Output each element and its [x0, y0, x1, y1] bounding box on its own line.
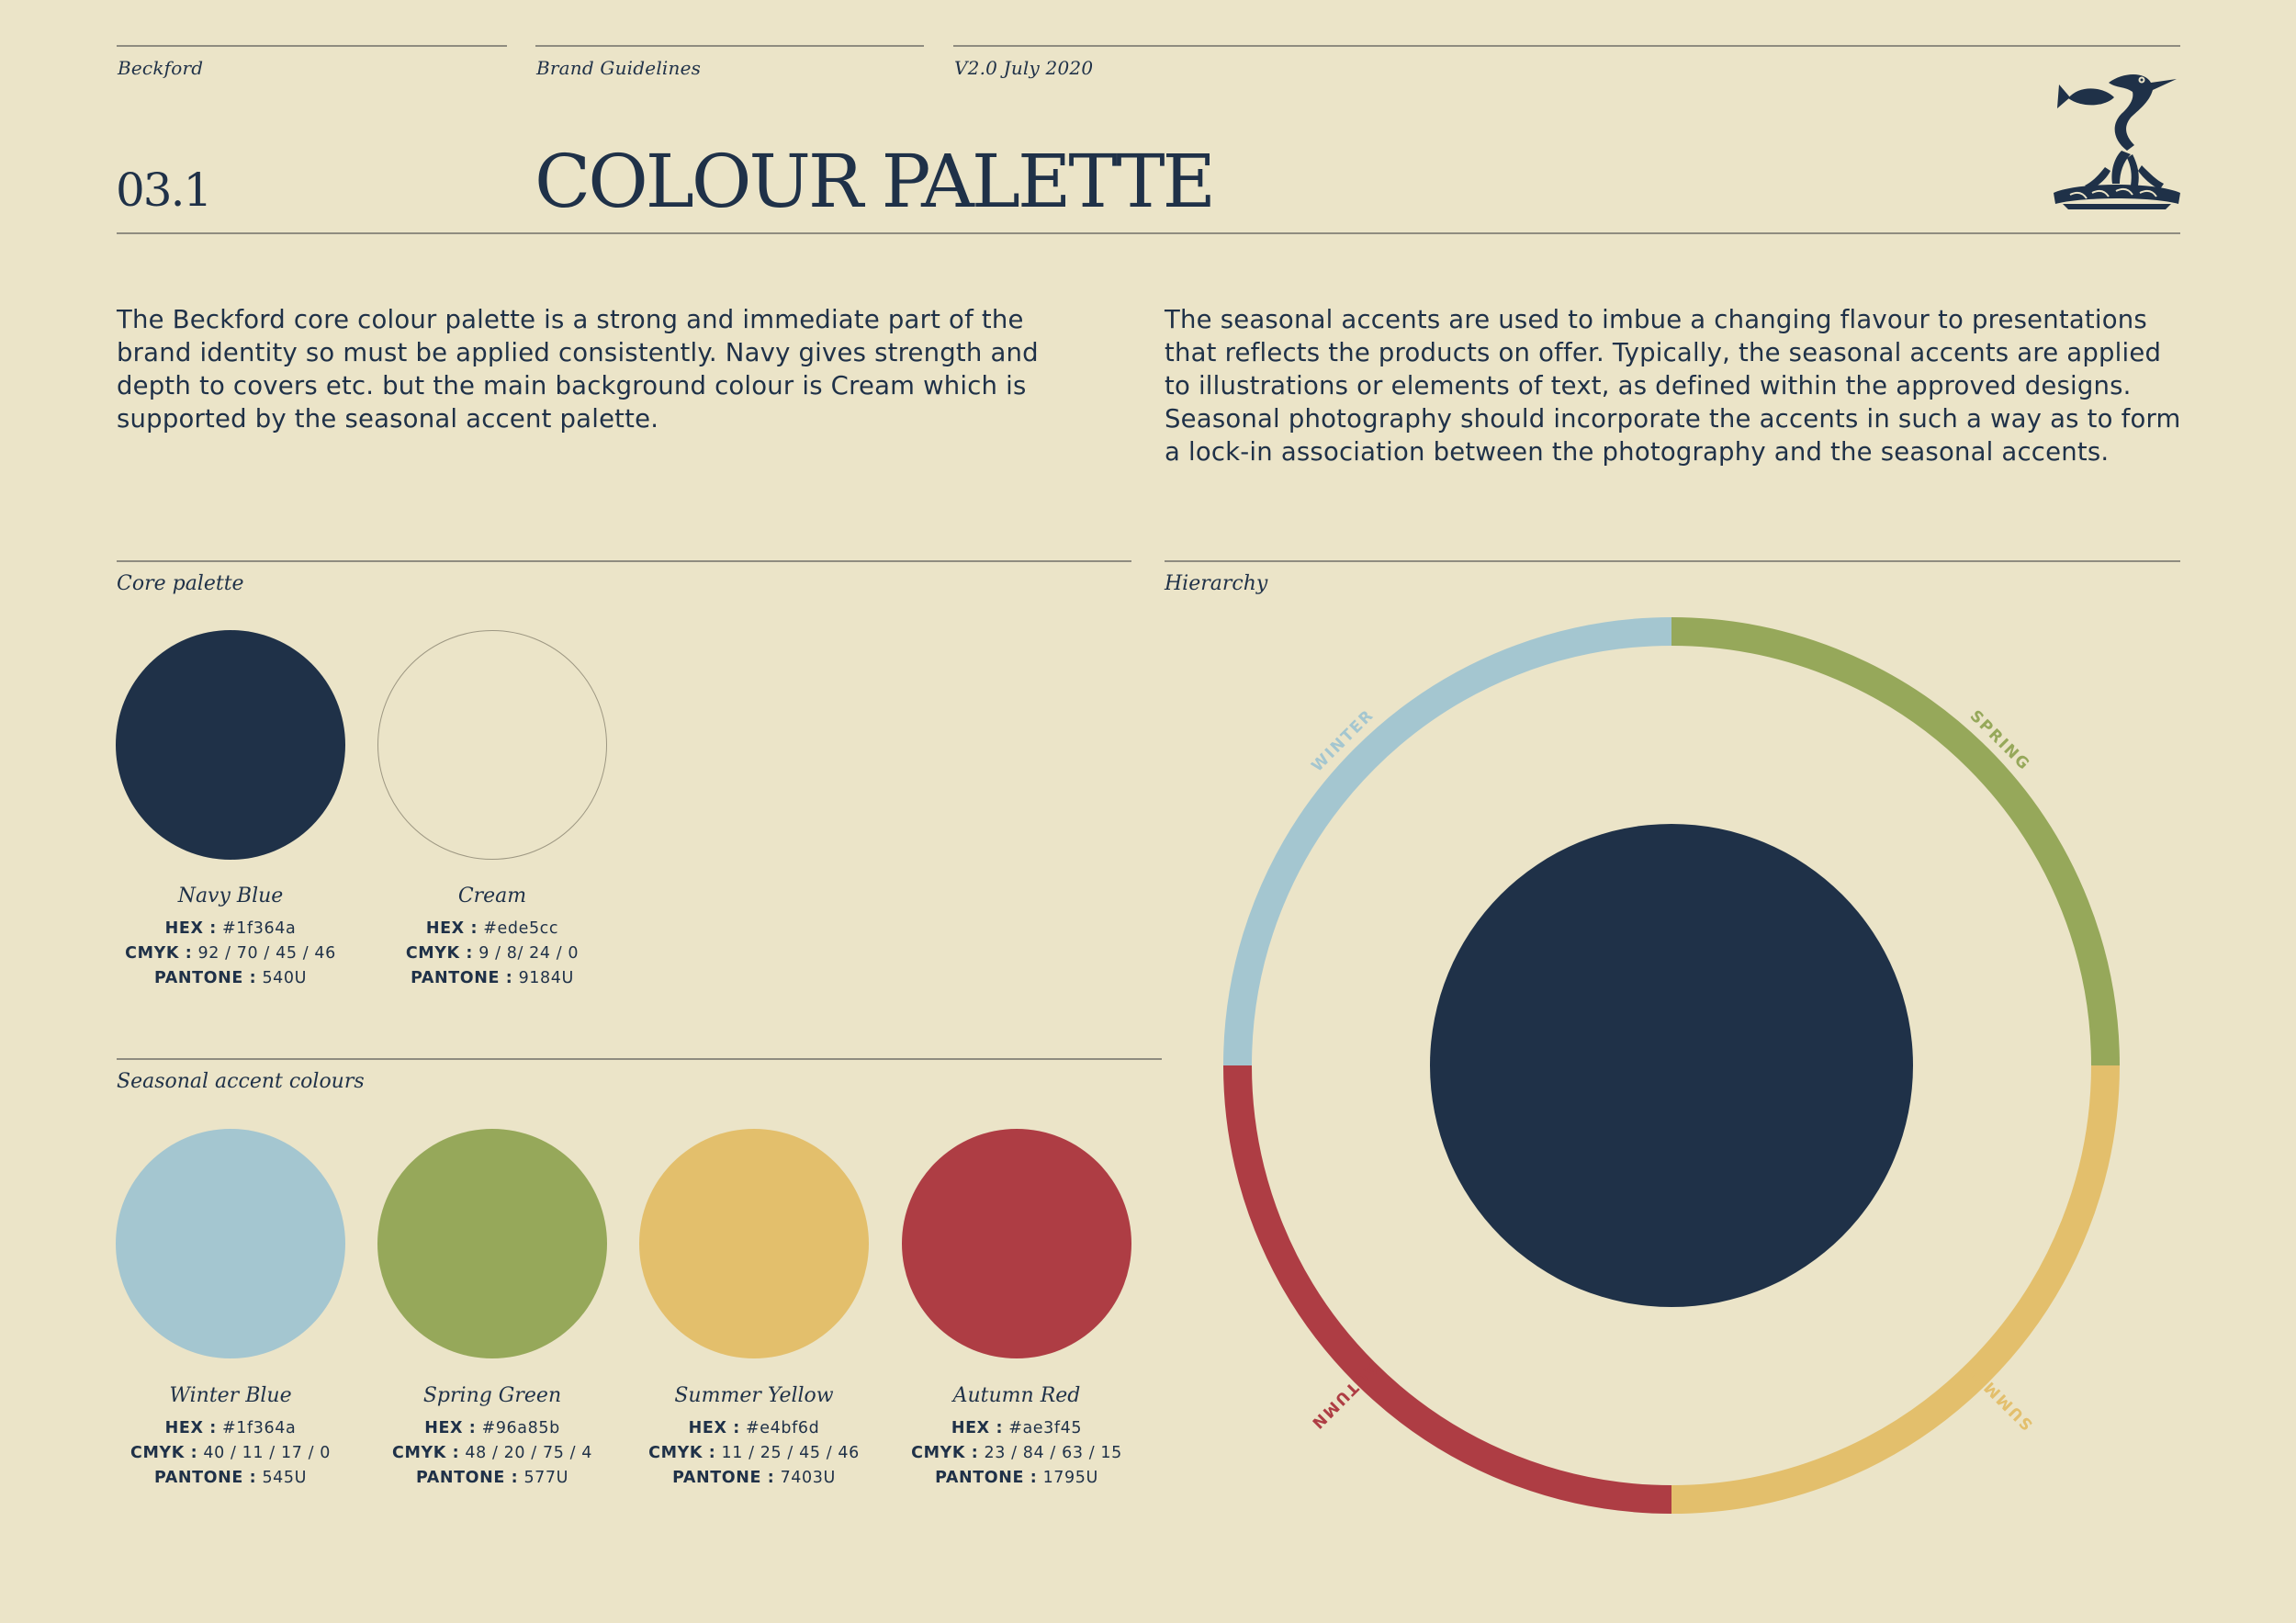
hex-line: [93, 1416, 368, 1441]
cmyk-line: [355, 1441, 630, 1466]
hex-value: #e4bf6d: [746, 1419, 820, 1437]
core-palette-rule: [117, 560, 1131, 562]
cmyk-label: CMYK :: [125, 944, 193, 963]
spring-green-info: [355, 1384, 630, 1491]
hex-value: #ede5cc: [483, 919, 559, 938]
hex-label: HEX :: [425, 919, 478, 938]
cmyk-value: 23 / 84 / 63 / 15: [984, 1444, 1122, 1462]
cmyk-line: [93, 941, 368, 966]
heron-with-fish-crest-icon: [2050, 66, 2184, 211]
header-rule-title: [535, 45, 924, 47]
core-palette-label: Core palette: [117, 572, 244, 595]
hex-label: HEX :: [164, 919, 217, 938]
color-name: Summer Yellow: [674, 1384, 834, 1407]
pantone-value: 545U: [262, 1469, 308, 1487]
hex-label: HEX :: [951, 1419, 1004, 1437]
title-underline: [117, 232, 2180, 234]
cmyk-line: [93, 1441, 368, 1466]
hex-line: [355, 917, 630, 941]
hex-label: HEX :: [688, 1419, 740, 1437]
swatch-winter-blue: [116, 1129, 345, 1358]
pantone-label: PANTONE :: [153, 969, 257, 987]
color-name: Spring Green: [422, 1384, 562, 1407]
pantone-line: [93, 1466, 368, 1491]
pantone-line: [355, 1466, 630, 1491]
pantone-value: 1795U: [1042, 1469, 1098, 1487]
hex-line: [616, 1416, 892, 1441]
hierarchy-label: Hierarchy: [1165, 572, 1268, 595]
swatch-summer-yellow: [639, 1129, 869, 1358]
swatch-navy-blue: [116, 630, 345, 860]
pantone-label: PANTONE :: [672, 1469, 775, 1487]
color-name: Autumn Red: [952, 1384, 1081, 1407]
seasonal-palette-rule: [117, 1058, 1162, 1060]
cmyk-label: CMYK :: [405, 944, 474, 963]
document-version: V2.0 July 2020: [954, 57, 1094, 79]
page-title: COLOUR PALETTE: [535, 139, 1213, 224]
color-name: Navy Blue: [177, 885, 284, 907]
section-number: 03.1: [116, 163, 211, 217]
navy-blue-info: [93, 885, 368, 991]
cmyk-value: 9 / 8/ 24 / 0: [478, 944, 580, 963]
swatch-cream: [377, 630, 607, 860]
color-name: Cream: [457, 885, 527, 907]
pantone-label: PANTONE :: [411, 969, 513, 987]
hex-value: #ae3f45: [1008, 1419, 1083, 1437]
cmyk-value: 48 / 20 / 75 / 4: [465, 1444, 592, 1462]
hex-label: HEX :: [164, 1419, 217, 1437]
autumn-red-info: [879, 1384, 1154, 1491]
hex-line: [879, 1416, 1154, 1441]
pantone-label: PANTONE :: [153, 1469, 257, 1487]
pantone-value: 7403U: [780, 1469, 836, 1487]
intro-left-paragraph: The Beckford core colour palette is a strong and immediate part of the brand identity so must be applied consistently. Navy gives strength and depth to covers etc. but the main background colour is Cream which is supported by the seasonal accent palette.: [117, 305, 1039, 434]
pantone-line: [93, 966, 368, 991]
cmyk-line: [616, 1441, 892, 1466]
cmyk-line: [879, 1441, 1154, 1466]
ring-label-autumn: AUTUMN: [1306, 1358, 1382, 1434]
cream-info: [355, 885, 630, 991]
document-title: Brand Guidelines: [536, 57, 702, 79]
hex-line: [93, 917, 368, 941]
swatch-autumn-red: [902, 1129, 1131, 1358]
hex-value: #1f364a: [222, 1419, 297, 1437]
ring-label-winter: WINTER: [1308, 705, 1379, 776]
cmyk-label: CMYK :: [130, 1444, 198, 1462]
cmyk-line: [355, 941, 630, 966]
header-rule-version: [953, 45, 2180, 47]
cmyk-value: 40 / 11 / 17 / 0: [203, 1444, 331, 1462]
pantone-value: 9184U: [518, 969, 574, 987]
ring-label-summer: SUMMER: [1961, 1358, 2037, 1434]
winter-blue-info: [93, 1384, 368, 1491]
hierarchy-center-navy: [1430, 824, 1913, 1307]
cmyk-value: 11 / 25 / 45 / 46: [721, 1444, 860, 1462]
pantone-value: 577U: [523, 1469, 569, 1487]
pantone-value: 540U: [262, 969, 308, 987]
pantone-line: [616, 1466, 892, 1491]
hex-label: HEX :: [424, 1419, 477, 1437]
ring-label-spring: SPRING: [1965, 706, 2034, 775]
color-name: Winter Blue: [169, 1384, 292, 1407]
swatch-spring-green: [377, 1129, 607, 1358]
pantone-label: PANTONE :: [415, 1469, 519, 1487]
brand-name: Beckford: [118, 57, 204, 79]
cmyk-label: CMYK :: [911, 1444, 979, 1462]
cmyk-value: 92 / 70 / 45 / 46: [197, 944, 336, 963]
intro-right-paragraph: The seasonal accents are used to imbue a changing flavour to presentations that reflects the products on offer. Typically, the seasonal accents are applied to illustrations or elements of text, as defined within the approved designs. Seasonal photography should incorporate the accents in such a way as to form a lock-in association between the photography and the seasonal accents.: [1165, 305, 2181, 467]
cmyk-label: CMYK :: [648, 1444, 716, 1462]
seasonal-palette-label: Seasonal accent colours: [117, 1070, 365, 1093]
hierarchy-rule: [1165, 560, 2180, 562]
summer-yellow-info: [616, 1384, 892, 1491]
hex-value: #96a85b: [481, 1419, 560, 1437]
cmyk-label: CMYK :: [392, 1444, 460, 1462]
hex-line: [355, 1416, 630, 1441]
pantone-line: [879, 1466, 1154, 1491]
pantone-line: [355, 966, 630, 991]
hex-value: #1f364a: [222, 919, 297, 938]
pantone-label: PANTONE :: [935, 1469, 1038, 1487]
header-rule-brand: [117, 45, 507, 47]
hierarchy-diagram: [1212, 606, 2131, 1525]
